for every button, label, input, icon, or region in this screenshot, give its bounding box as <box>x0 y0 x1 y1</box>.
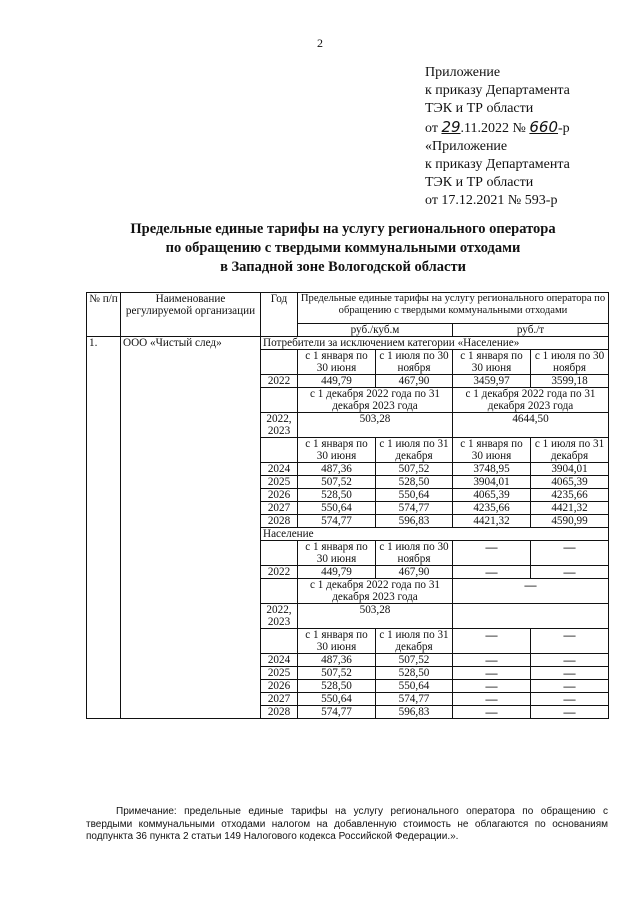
dash-cell: — <box>453 706 531 719</box>
appendix-line: ТЭК и ТР области <box>425 175 534 190</box>
dash-cell: — <box>453 680 531 693</box>
handwritten-number: 660 <box>529 118 559 136</box>
tariff-value: 449,79 <box>298 375 376 388</box>
header-tariff: Предельные единые тарифы на услугу регионального оператора по обращению с твердыми коммунальными отходами <box>298 293 609 324</box>
period-label: с 1 декабря 2022 года по 31 декабря 2023 года <box>298 388 453 413</box>
dash-cell: — <box>453 541 531 566</box>
header-unit-m3: руб./куб.м <box>298 324 453 337</box>
year-cell: 2026 <box>261 680 298 693</box>
tariff-value: 528,50 <box>298 489 376 502</box>
period-label: с 1 июля по 30 ноября <box>531 350 609 375</box>
tariff-value: 596,83 <box>376 706 453 719</box>
tariff-value: 467,90 <box>376 566 453 579</box>
year-cell: 2022, 2023 <box>261 413 298 438</box>
tariff-value: 467,90 <box>376 375 453 388</box>
header-org: Наименование регулируемой организации <box>121 293 261 337</box>
tariff-value: 4065,39 <box>531 476 609 489</box>
tariff-value: 3748,95 <box>453 463 531 476</box>
tariff-value: 574,77 <box>298 515 376 528</box>
dash-cell: — <box>453 629 531 654</box>
period-label: с 1 января по 30 июня <box>298 629 376 654</box>
tariff-value: 4421,32 <box>453 515 531 528</box>
period-label: с 1 января по 30 июня <box>453 350 531 375</box>
dash-cell: — <box>531 706 609 719</box>
tariff-value: 4644,50 <box>453 413 609 438</box>
category-label: Потребители за исключением категории «Население» <box>261 337 609 350</box>
tariff-value: 550,64 <box>298 693 376 706</box>
tariff-value: 574,77 <box>376 693 453 706</box>
appendix-line: Приложение <box>425 65 501 80</box>
period-label: с 1 декабря 2022 года по 31 декабря 2023 года <box>298 579 453 604</box>
tariff-value: 4590,99 <box>531 515 609 528</box>
period-label: с 1 июля по 30 ноября <box>376 541 453 566</box>
tariff-value: 3599,18 <box>531 375 609 388</box>
table-cell <box>261 438 298 463</box>
header-unit-t: руб./т <box>453 324 609 337</box>
period-label: с 1 июля по 31 декабря <box>531 438 609 463</box>
handwritten-day: 29 <box>441 118 461 136</box>
dash-cell: — <box>531 654 609 667</box>
tariff-value: 3459,97 <box>453 375 531 388</box>
year-cell: 2027 <box>261 502 298 515</box>
header-year: Год <box>261 293 298 337</box>
table-cell <box>261 541 298 566</box>
table-cell <box>261 579 298 604</box>
period-label: с 1 января по 30 июня <box>298 541 376 566</box>
year-cell: 2025 <box>261 476 298 489</box>
appendix-block <box>425 64 570 210</box>
period-label: с 1 декабря 2022 года по 31 декабря 2023 года <box>453 388 609 413</box>
tariff-value: 449,79 <box>298 566 376 579</box>
org-name: ООО «Чистый след» <box>121 337 261 719</box>
tariff-value: 596,83 <box>376 515 453 528</box>
tariff-value: 507,52 <box>376 654 453 667</box>
row-number: 1. <box>87 337 121 719</box>
dash-cell: — <box>531 680 609 693</box>
period-label: с 1 июля по 30 ноября <box>376 350 453 375</box>
appendix-line: к приказу Департамента <box>425 157 570 172</box>
period-label: с 1 января по 30 июня <box>453 438 531 463</box>
year-cell: 2028 <box>261 706 298 719</box>
period-label: с 1 июля по 31 декабря <box>376 629 453 654</box>
tariff-table <box>86 292 609 719</box>
dash-cell: — <box>453 667 531 680</box>
dash-cell: — <box>531 629 609 654</box>
year-cell: 2026 <box>261 489 298 502</box>
period-label: с 1 января по 30 июня <box>298 438 376 463</box>
dash-cell: — <box>453 566 531 579</box>
category-label: Население <box>261 528 609 541</box>
dash-cell: — <box>531 667 609 680</box>
tariff-value: 503,28 <box>298 604 453 629</box>
year-cell: 2025 <box>261 667 298 680</box>
dash-cell: — <box>453 693 531 706</box>
tariff-value: 487,36 <box>298 463 376 476</box>
tariff-value: 507,52 <box>298 667 376 680</box>
tariff-value: 528,50 <box>376 667 453 680</box>
header-num: № п/п <box>87 293 121 337</box>
year-cell: 2022 <box>261 375 298 388</box>
dash-cell: — <box>453 579 609 604</box>
year-cell: 2022, 2023 <box>261 604 298 629</box>
year-cell: 2022 <box>261 566 298 579</box>
tariff-value: 550,64 <box>376 680 453 693</box>
tariff-value: 528,50 <box>376 476 453 489</box>
tariff-value: 528,50 <box>298 680 376 693</box>
tariff-value: 503,28 <box>298 413 453 438</box>
tariff-value: 4065,39 <box>453 489 531 502</box>
tariff-value: 550,64 <box>298 502 376 515</box>
year-cell: 2027 <box>261 693 298 706</box>
year-cell: 2024 <box>261 463 298 476</box>
tariff-value: 4235,66 <box>531 489 609 502</box>
document-title: Предельные единые тарифы на услугу регионального оператора по обращению с твердыми коммунальными отходами в Западной зоне Вологодской области <box>130 221 556 275</box>
tariff-value: 4421,32 <box>531 502 609 515</box>
tariff-value: 574,77 <box>298 706 376 719</box>
appendix-line: к приказу Департамента <box>425 83 570 98</box>
appendix-order-date: от 29.11.2022 № 660-р <box>425 118 570 136</box>
tariff-value: 507,52 <box>298 476 376 489</box>
period-label: с 1 июля по 31 декабря <box>376 438 453 463</box>
appendix-line: ТЭК и ТР области <box>425 101 534 116</box>
table-cell <box>261 350 298 375</box>
page-number: 2 <box>317 36 323 50</box>
tariff-value: 3904,01 <box>531 463 609 476</box>
table-cell <box>261 388 298 413</box>
tariff-value: 4235,66 <box>453 502 531 515</box>
dash-cell: — <box>531 541 609 566</box>
appendix-line: «Приложение <box>425 139 508 154</box>
tariff-value: 3904,01 <box>453 476 531 489</box>
dash-cell: — <box>453 654 531 667</box>
table-cell <box>261 629 298 654</box>
year-cell: 2024 <box>261 654 298 667</box>
period-label: с 1 января по 30 июня <box>298 350 376 375</box>
table-cell <box>453 604 609 629</box>
year-cell: 2028 <box>261 515 298 528</box>
footnote: Примечание: предельные единые тарифы на услугу регионального оператора по обращению с твердыми коммунальными отходами налогом на добавленную стоимость не облагаются по основаниям подпункта 36 пункта 2 статьи 149 Налогового кодекса Российской Федерации.». <box>86 806 608 842</box>
dash-cell: — <box>531 566 609 579</box>
tariff-value: 574,77 <box>376 502 453 515</box>
dash-cell: — <box>531 693 609 706</box>
tariff-value: 487,36 <box>298 654 376 667</box>
tariff-value: 507,52 <box>376 463 453 476</box>
tariff-value: 550,64 <box>376 489 453 502</box>
appendix-line: от 17.12.2021 № 593-р <box>425 193 558 208</box>
